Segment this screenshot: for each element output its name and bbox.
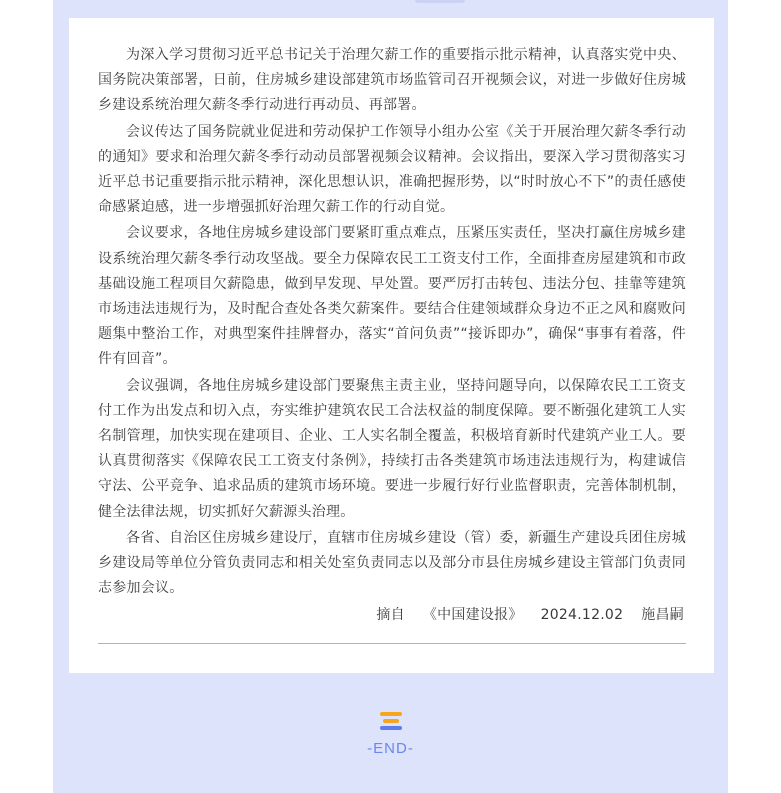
paragraph-2: 会议传达了国务院就业促进和劳动保护工作领导小组办公室《关于开展治理欠薪冬季行动的通知》要求和治理欠薪冬季行动动员部署视频会议精神。会议指出，要深入学习贯彻落实习近平总书记重要指示批示精神，深化思想认识，准确把握形势，以“时时放心不下”的责任感使命感紧迫感，进一步增强抓好治理欠薪工作的行动自觉。 xyxy=(98,123,686,216)
source-line xyxy=(98,603,686,628)
paragraph-5: 各省、自治区住房城乡建设厅，直辖市住房城乡建设（管）委，新疆生产建设兵团住房城乡建设局等单位分管负责同志和相关处室负责同志以及部分市县住房城乡建设主管部门负责同志参加会议。 xyxy=(98,529,686,597)
article-card xyxy=(69,18,714,673)
source-author: 施昌嗣 xyxy=(641,607,684,624)
divider-line xyxy=(98,643,686,644)
source-date: 2024.12.02 xyxy=(540,607,624,624)
paragraph-3: 会议要求，各地住房城乡建设部门要紧盯重点难点，压紧压实责任，坚决打赢住房城乡建设系统治理欠薪冬季行动攻坚战。要全力保障农民工工资支付工作，全面排查房屋建筑和市政基础设施工程项目欠薪隐患，做到早发现、早处置。要严厉打击转包、违法分包、挂靠等建筑市场违法违规行为，及时配合查处各类欠薪案件。要结合住建领域群众身边不正之风和腐败问题集中整治工作，对典型案件挂牌督办，落实“首问负责”“接诉即办”，确保“事事有着落，件件有回音”。 xyxy=(98,225,686,368)
stacked-bars-icon xyxy=(380,712,402,730)
source-prefix: 摘自 xyxy=(376,607,405,624)
top-notch-decoration xyxy=(415,0,465,3)
article-body xyxy=(98,43,686,630)
source-publication: 《中国建设报》 xyxy=(422,607,523,624)
paragraph-1: 为深入学习贯彻习近平总书记关于治理欠薪工作的重要指示批示精神，认真落实党中央、国务院决策部署，日前，住房城乡建设部建筑市场监管司召开视频会议，对进一步做好住房城乡建设系统治理欠薪冬季行动进行再动员、再部署。 xyxy=(98,47,686,114)
end-marker xyxy=(0,712,781,757)
end-label: -END- xyxy=(367,740,414,757)
paragraph-4: 会议强调，各地住房城乡建设部门要聚焦主责主业，坚持问题导向，以保障农民工工资支付工作为出发点和切入点，夯实维护建筑农民工合法权益的制度保障。要不断强化建筑工人实名制管理，加快实现在建项目、企业、工人实名制全覆盖，积极培育新时代建筑产业工人。要认真贯彻落实《保障农民工工资支付条例》，持续打击各类建筑市场违法违规行为，构建诚信守法、公平竞争、追求品质的建筑市场环境。要进一步履行好行业监督职责，完善体制机制，健全法律法规，切实抓好欠薪源头治理。 xyxy=(98,377,686,520)
